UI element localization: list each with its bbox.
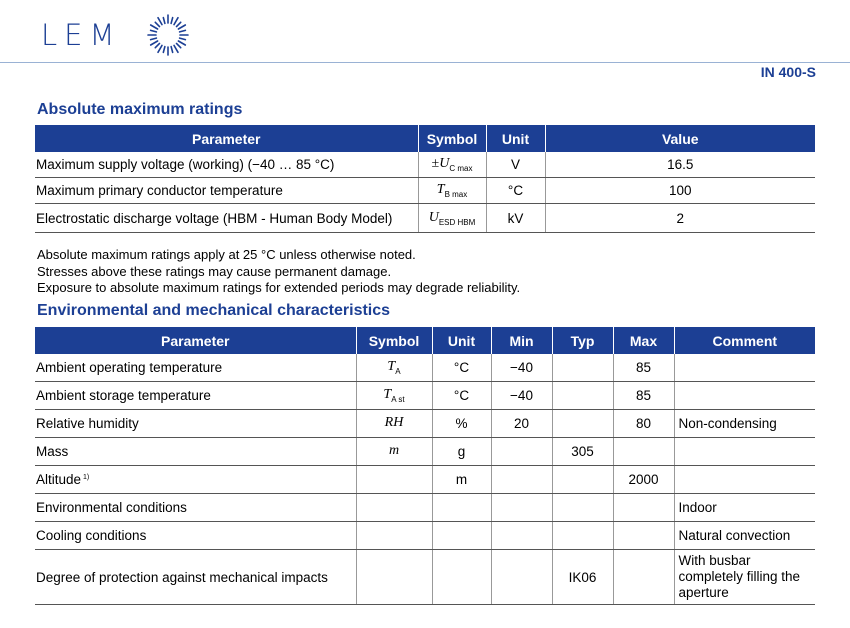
typ-cell — [552, 410, 613, 438]
table-row — [35, 522, 815, 550]
parameter-cell: Environmental conditions — [35, 494, 356, 522]
unit-cell: °C — [486, 178, 545, 204]
column-header-symbol: Symbol — [356, 327, 432, 354]
max-cell: 85 — [613, 382, 674, 410]
absolute-max-ratings-table — [35, 125, 815, 233]
table-row — [35, 178, 815, 204]
column-header-value: Value — [545, 125, 815, 152]
sunburst-ray — [178, 41, 185, 45]
section-title-env-mech: Environmental and mechanical characteristics — [37, 302, 391, 319]
column-header-parameter: Parameter — [35, 125, 418, 152]
min-cell — [491, 550, 552, 605]
sunburst-ray — [150, 41, 157, 45]
sunburst-ray — [163, 18, 165, 24]
table-header-row — [35, 327, 815, 354]
column-header-comment: Comment — [674, 327, 815, 354]
parameter-cell: Cooling conditions — [35, 522, 356, 550]
comment-cell: Non-condensing — [674, 410, 815, 438]
unit-cell — [432, 522, 491, 550]
comment-cell — [674, 466, 815, 494]
unit-cell: °C — [432, 382, 491, 410]
symbol-cell: $T_{A st}$ — [356, 382, 432, 410]
value-cell: 2 — [545, 204, 815, 233]
min-cell — [491, 522, 552, 550]
typ-cell — [552, 522, 613, 550]
column-header-unit: Unit — [486, 125, 545, 152]
note-line: Stresses above these ratings may cause permanent damage. — [37, 263, 392, 279]
environmental-mechanical-table — [35, 327, 815, 605]
unit-cell: % — [432, 410, 491, 438]
unit-cell: V — [486, 152, 545, 178]
table-row — [35, 354, 815, 382]
table-header-row — [35, 125, 815, 152]
min-cell — [491, 466, 552, 494]
max-cell — [613, 550, 674, 605]
parameter-cell: Maximum primary conductor temperature — [35, 178, 418, 204]
lem-logo — [41, 13, 190, 57]
comment-cell: Natural convection — [674, 522, 815, 550]
column-header-parameter: Parameter — [35, 327, 356, 354]
symbol-cell: $T_{B max}$ — [418, 178, 486, 204]
column-header-max: Max — [613, 327, 674, 354]
brand-wordmark: LEM — [41, 18, 122, 52]
symbol-cell — [356, 494, 432, 522]
min-cell: 20 — [491, 410, 552, 438]
sunburst-ray — [158, 45, 162, 52]
unit-cell — [432, 550, 491, 605]
typ-cell — [552, 494, 613, 522]
min-cell: −40 — [491, 382, 552, 410]
column-header-symbol: Symbol — [418, 125, 486, 152]
sunburst-ray — [150, 38, 156, 40]
comment-cell — [674, 354, 815, 382]
sunburst-logo-icon — [146, 13, 190, 57]
sunburst-ray — [150, 25, 157, 29]
unit-cell: °C — [432, 354, 491, 382]
sunburst-ray — [171, 18, 173, 24]
section-title-absolute-max: Absolute maximum ratings — [37, 101, 243, 118]
comment-cell: Indoor — [674, 494, 815, 522]
parameter-cell: Degree of protection against mechanical impacts — [35, 550, 356, 605]
parameter-cell: Ambient operating temperature — [35, 354, 356, 382]
max-cell — [613, 522, 674, 550]
value-cell: 16.5 — [545, 152, 815, 178]
sunburst-ray — [158, 18, 162, 25]
table-row — [35, 466, 815, 494]
max-cell: 85 — [613, 354, 674, 382]
max-cell: 2000 — [613, 466, 674, 494]
symbol-cell — [356, 550, 432, 605]
sunburst-ray — [174, 18, 178, 25]
table-row — [35, 494, 815, 522]
min-cell: −40 — [491, 354, 552, 382]
parameter-cell: Ambient storage temperature — [35, 382, 356, 410]
note-line: Absolute maximum ratings apply at 25 °C unless otherwise noted. — [37, 247, 416, 262]
product-code: IN 400-S — [760, 64, 816, 80]
typ-cell — [552, 382, 613, 410]
table-row — [35, 438, 815, 466]
symbol-cell: RH — [356, 410, 432, 438]
sunburst-ray — [178, 25, 185, 29]
symbol-cell — [356, 466, 432, 494]
symbol-cell: $T_A$ — [356, 354, 432, 382]
unit-cell — [432, 494, 491, 522]
typ-cell — [552, 466, 613, 494]
min-cell — [491, 494, 552, 522]
unit-cell: kV — [486, 204, 545, 233]
unit-cell: g — [432, 438, 491, 466]
column-header-unit: Unit — [432, 327, 491, 354]
parameter-cell: Relative humidity — [35, 410, 356, 438]
column-header-typ: Typ — [552, 327, 613, 354]
sunburst-ray — [150, 30, 156, 32]
symbol-cell: $\pm U_{C max}$ — [418, 152, 486, 178]
sunburst-ray — [155, 43, 159, 47]
sunburst-ray — [171, 47, 173, 53]
comment-cell: With busbar completely filling the aperture — [674, 550, 815, 605]
comment-cell — [674, 438, 815, 466]
unit-cell: m — [432, 466, 491, 494]
value-cell: 100 — [545, 178, 815, 204]
table-row — [35, 152, 815, 178]
max-cell: 80 — [613, 410, 674, 438]
symbol-cell — [356, 522, 432, 550]
typ-cell: 305 — [552, 438, 613, 466]
sunburst-ray — [179, 38, 185, 40]
footnote-marker: 1) — [83, 473, 90, 481]
sunburst-ray — [176, 22, 180, 26]
symbol-cell: $U_{ESD HBM}$ — [418, 204, 486, 233]
typ-cell: IK06 — [552, 550, 613, 605]
sunburst-ray — [163, 47, 165, 53]
note-line: Exposure to absolute maximum ratings for extended periods may degrade reliability. — [37, 280, 521, 295]
header-rule — [0, 62, 850, 63]
table-row — [35, 550, 815, 605]
table-row — [35, 204, 815, 233]
sunburst-ray — [155, 22, 159, 26]
abs-max-notes — [37, 247, 520, 297]
comment-cell — [674, 382, 815, 410]
typ-cell — [552, 354, 613, 382]
parameter-cell: Electrostatic discharge voltage (HBM - Human Body Model) — [35, 204, 418, 233]
parameter-cell: Altitude $^{1)}$ — [35, 466, 356, 494]
max-cell — [613, 494, 674, 522]
sunburst-ray — [174, 45, 178, 52]
table-row — [35, 382, 815, 410]
sunburst-ray — [179, 30, 185, 32]
table-row — [35, 410, 815, 438]
parameter-cell: Mass — [35, 438, 356, 466]
max-cell — [613, 438, 674, 466]
sunburst-ray — [176, 43, 180, 47]
column-header-min: Min — [491, 327, 552, 354]
min-cell — [491, 438, 552, 466]
symbol-cell: m — [356, 438, 432, 466]
parameter-cell: Maximum supply voltage (working) (−40 … 85 °C) — [35, 152, 418, 178]
